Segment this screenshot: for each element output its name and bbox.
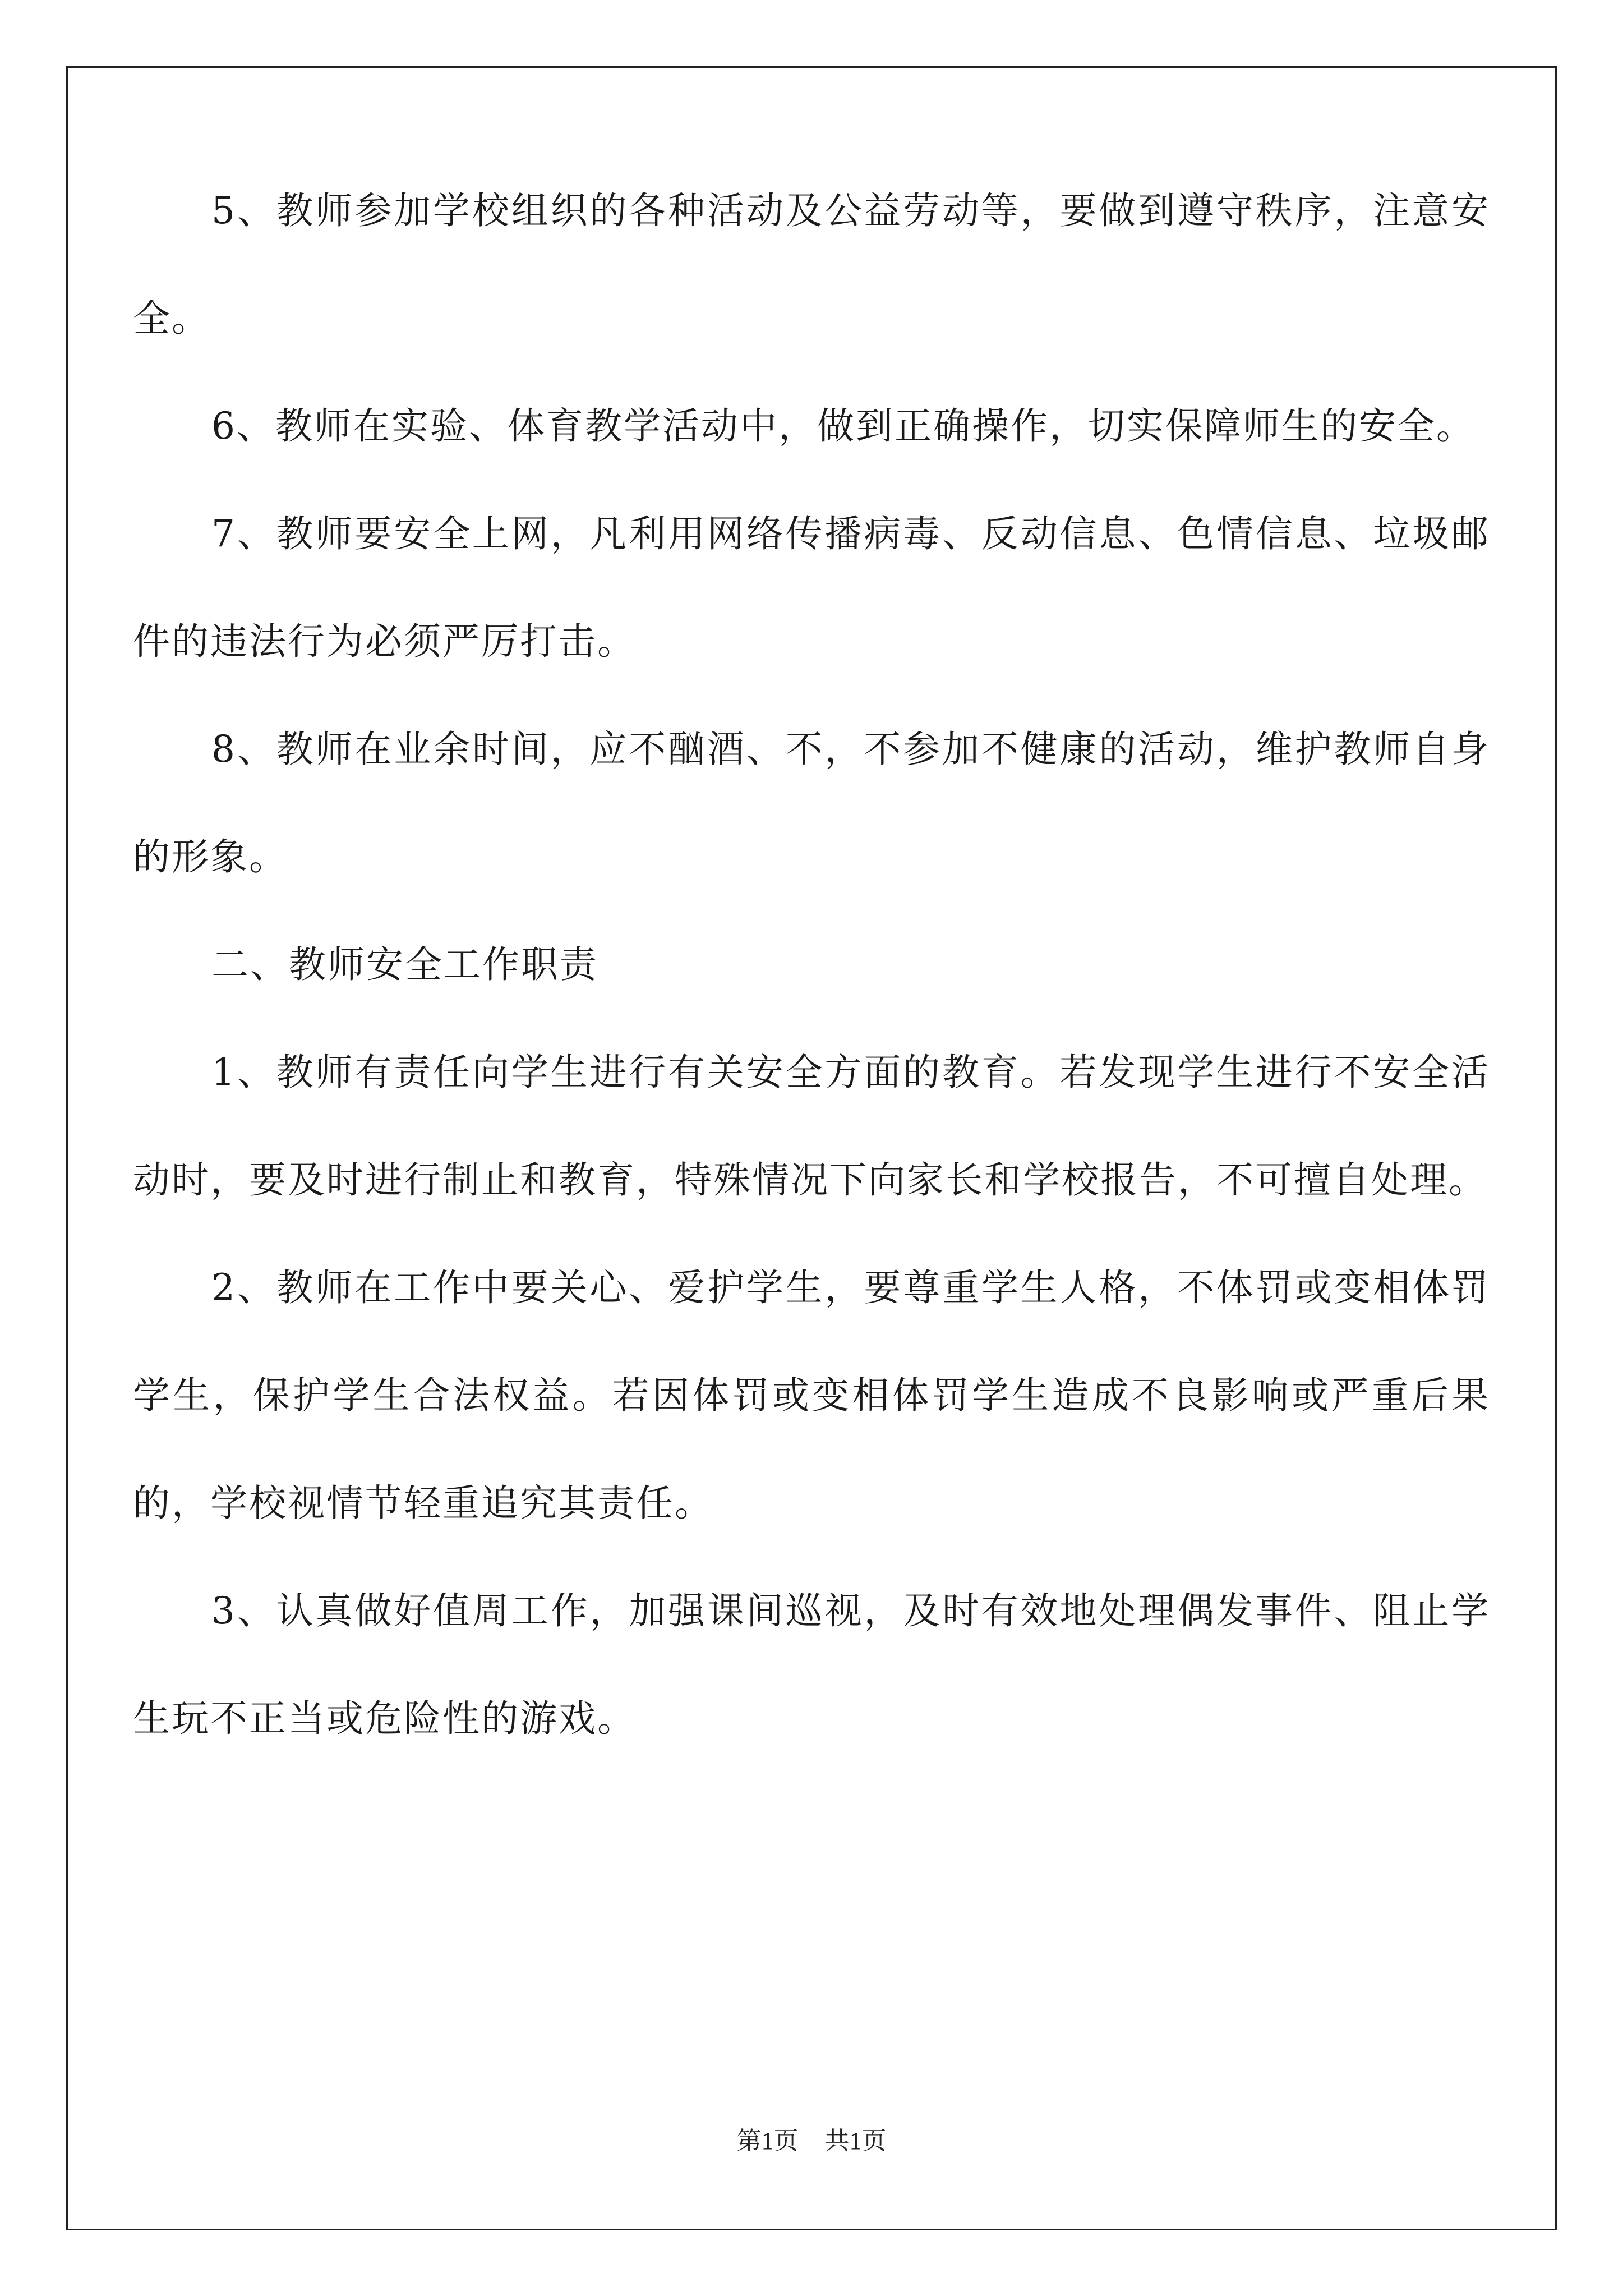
paragraph-item-5: 5、教师参加学校组织的各种活动及公益劳动等，要做到遵守秩序，注意安全。 <box>133 189 1490 340</box>
paragraph-item-6: 6、教师在实验、体育教学活动中，做到正确操作，切实保障师生的安全。 <box>211 404 1475 448</box>
paragraph-item-7: 7、教师要安全上网，凡利用网络传播病毒、反动信息、色情信息、垃圾邮件的违法行为必须严厉打击。 <box>133 512 1490 663</box>
page-number-total: 共1页 <box>824 2127 887 2155</box>
page-number-current: 第1页 <box>736 2127 799 2155</box>
page-footer <box>0 2120 1623 2156</box>
paragraph-duty-3: 3、认真做好值周工作，加强课间巡视，及时有效地处理偶发事件、阻止学生玩不正当或危险性的游戏。 <box>133 1589 1490 1740</box>
section-heading: 二、教师安全工作职责 <box>211 943 598 986</box>
paragraph-item-8: 8、教师在业余时间，应不酗酒、不，不参加不健康的活动，维护教师自身的形象。 <box>133 728 1490 878</box>
paragraph-duty-1: 1、教师有责任向学生进行有关安全方面的教育。若发现学生进行不安全活动时，要及时进行制止和教育，特殊情况下向家长和学校报告，不可擅自处理。 <box>133 1051 1490 1202</box>
document-body <box>133 157 1490 1773</box>
paragraph-duty-2: 2、教师在工作中要关心、爱护学生，要尊重学生人格，不体罚或变相体罚学生，保护学生合法权益。若因体罚或变相体罚学生造成不良影响或严重后果的，学校视情节轻重追究其责任。 <box>133 1266 1490 1525</box>
